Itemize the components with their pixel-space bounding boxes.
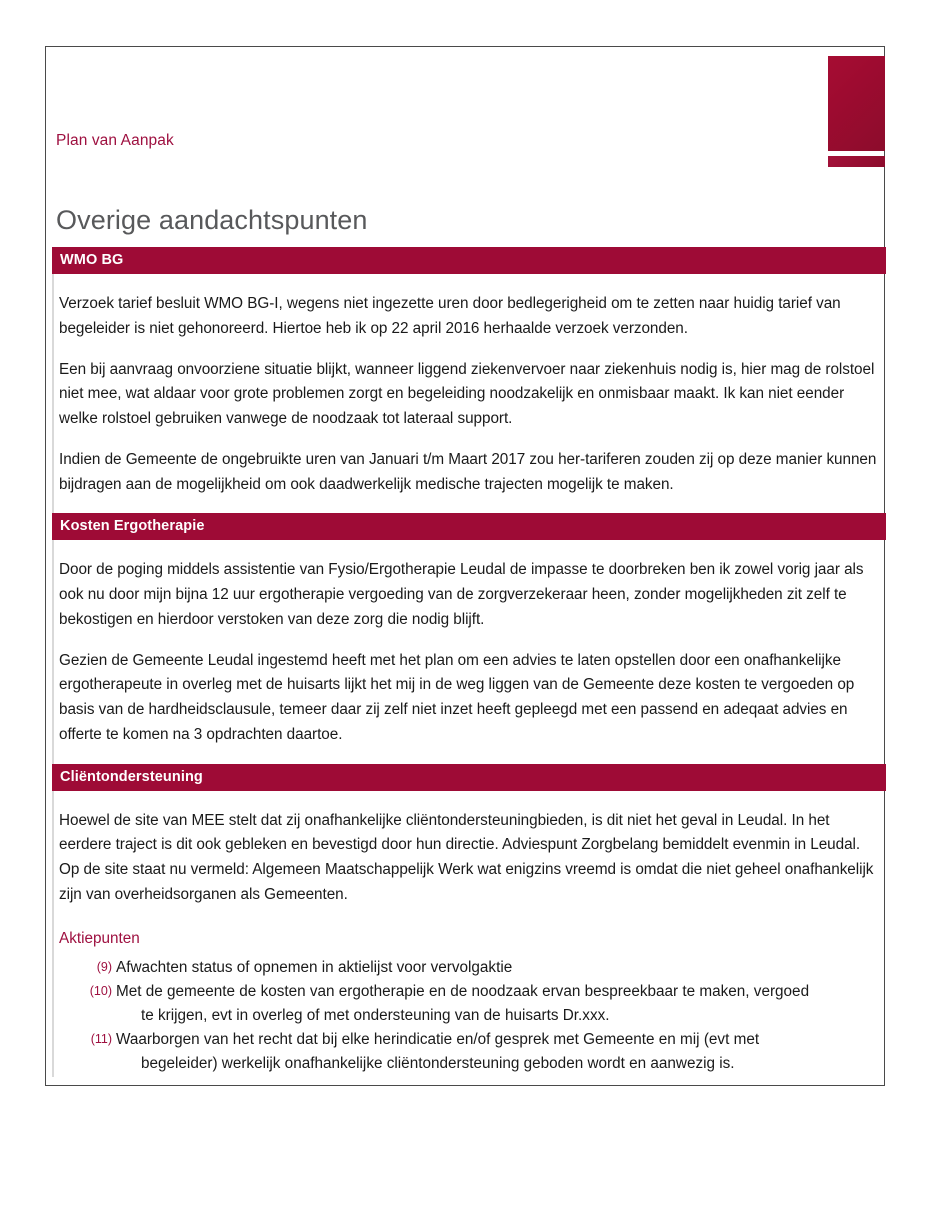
- paragraph: Indien de Gemeente de ongebruikte uren van Januari t/m Maart 2017 zou her-tariferen zouden zij op deze manier kunnen bijdragen aan de mogelijkheid om ook daadwerkelijk medische trajecten mogelijk te maken.: [59, 450, 877, 493]
- paragraph: Gezien de Gemeente Leudal ingestemd heeft met het plan om een advies te laten opstellen door een onafhankelijke ergotherapeute in overleg met de huisarts lijkt het mij in de weg liggen van de Gemeente deze kosten te vergoeden op basis van de hardheidsclausule, temeer daar zij zelf niet inzet heeft gepleegd met een passend en adeqaat advies en offerte te komen na 3 opdrachten daartoe.: [59, 651, 855, 743]
- section-header-kosten-ergotherapie: Kosten Ergotherapie: [52, 513, 886, 540]
- section-body-clientondersteuning: [52, 791, 882, 1077]
- list-item-line-continued: te krijgen, evt in overleg of met ondersteuning van de huisarts Dr.xxx.: [141, 1007, 610, 1025]
- document-content: [50, 247, 882, 1077]
- list-item-line: Met de gemeente de kosten van ergotherapie en de noodzaak ervan bespreekbaar te maken, vergoed: [116, 982, 810, 1000]
- page-header: [56, 131, 846, 150]
- list-item-line: Waarborgen van het recht dat bij elke herindicatie en/of gesprek met Gemeente en mij (evt met: [116, 1031, 760, 1049]
- paragraph: Door de poging middels assistentie van Fysio/Ergotherapie Leudal de impasse te doorbreken ben ik zowel vorig jaar als ook nu door mijn bijna 12 uur ergotherapie vergoeding van de zorgverzekeraar heen, zonder mogelijkheden zit zelf te bekostigen en hierdoor verstoken van deze zorg die nodig blijft.: [59, 561, 864, 628]
- section-header-wmo-bg: WMO BG: [52, 247, 886, 274]
- document-title: Plan van Aanpak: [56, 132, 174, 149]
- list-item-text: [116, 1028, 882, 1076]
- paragraph: Verzoek tarief besluit WMO BG-I, wegens niet ingezette uren door bedlegerigheid om te zetten naar huidig tarief van begeleider is niet gehonoreerd. Hiertoe heb ik op 22 april 2016 herhaalde verzoek verzonden.: [59, 295, 841, 337]
- document-page: [45, 46, 885, 1086]
- decorative-corner-block: [828, 56, 885, 151]
- paragraph: Hoewel de site van MEE stelt dat zij onafhankelijke cliëntondersteuningbieden, is dit niet het geval in Leudal. In het eerdere traject is dit ook gebleken en bevestigd door hun directie. Adviespunt Zorgbelang bemiddelt evenmin in Leudal. Op de site staat nu vermeld: Algemeen Maatschappelijk Werk wat enigzins vreemd is omdat die niet geheel onafhankelijk zijn van overheidsorganen als Gemeenten.: [59, 811, 874, 904]
- list-item-text: Afwachten status of opnemen in aktielijst voor vervolgaktie: [116, 958, 513, 976]
- list-item-number: (11): [90, 1032, 112, 1047]
- list-item-number: (10): [89, 983, 112, 998]
- decorative-corner-bar: [828, 156, 885, 167]
- list-item-text: [116, 980, 882, 1028]
- section-header-clientondersteuning: Cliëntondersteuning: [52, 764, 886, 791]
- actions-heading: Aktiepunten: [59, 929, 140, 947]
- section-body-kosten-ergotherapie: [52, 540, 882, 763]
- paragraph: Een bij aanvraag onvoorziene situatie blijkt, wanneer liggend ziekenvervoer naar ziekenhuis nodig is, hier mag de rolstoel niet mee, wat aldaar voor grote problemen zorgt en begeleiding noodzakelijk en onmisbaar maakt. Ik kan niet eender welke rolstoel gebruiken vanwege de noodzaak tot lateraal support.: [59, 360, 875, 428]
- action-list: [59, 956, 882, 1077]
- list-item-number: (9): [96, 959, 112, 974]
- section-body-wmo-bg: [52, 274, 882, 513]
- list-item: [59, 956, 882, 980]
- list-item-line-continued: begeleider) werkelijk onafhankelijke cliëntondersteuning geboden wordt en aanwezig is.: [141, 1055, 735, 1073]
- list-item: [59, 1028, 882, 1076]
- page-heading: Overige aandachtspunten: [56, 205, 368, 235]
- list-item: [59, 980, 882, 1028]
